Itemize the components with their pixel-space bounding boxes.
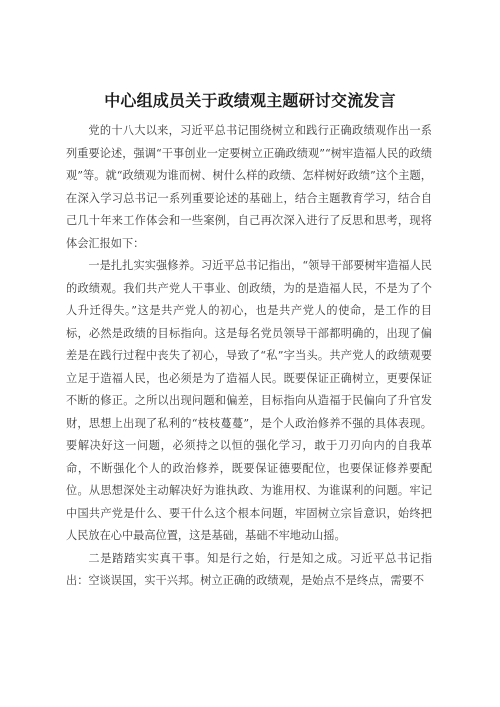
document-body bbox=[66, 120, 432, 593]
paragraph-intro: 党的十八大以来，习近平总书记围绕树立和践行正确政绩观作出一系列重要论述，强调“干事创业一定要树立正确政绩观”“树牢造福人民的政绩观”等。就“政绩观为谁而树、树什么样的政绩、怎样树好政绩”这个主题，在深入学习总书记一系列重要论述的基础上，结合主题教育学习，结合自己几十年来工作体会和一些案例，自己再次深入进行了反思和思考，现将体会汇报如下： bbox=[66, 124, 432, 250]
paragraph-point-two: 二是踏踏实实真干事。知是行之始，行是知之成。习近平总书记指出：空谈误国，实干兴邦。树立正确的政绩观，是始点不是终点，需要不 bbox=[66, 551, 432, 587]
document-title: 中心组成员关于政绩观主题研讨交流发言 bbox=[104, 91, 396, 110]
paragraph-point-one: 一是扎扎实实强修养。习近平总书记指出，“领导干部要树牢造福人民的政绩观。我们共产党人干事业、创政绩，为的是造福人民，不是为了个人升迁得失。”这是共产党人的初心，也是共产党人的使命，是工作的目标，必然是政绩的目标指向。这是每名党员领导干部都明确的，出现了偏差是在践行过程中丧失了初心，导致了“私”字当头。共产党人的政绩观要立足于造福人民，也必须是为了造福人民。既要保证正确树立，更要保证不断的修正。之所以出现问题和偏差，目标指向从造福于民偏向了升官发财，思想上出现了私利的“枝枝蔓蔓”，是个人政治修养不强的具体表现。要解决好这一问题，必须持之以恒的强化学习，敢于刀刃向内的自我革命，不断强化个人的政治修养，既要保证德要配位，也要保证修养要配位。从思想深处主动解决好为谁执政、为谁用权、为谁谋利的问题。牢记中国共产党是什么、要干什么这个根本问题，牢固树立宗旨意识，始终把人民放在心中最高位置，这是基础，基础不牢地动山摇。 bbox=[66, 259, 432, 542]
